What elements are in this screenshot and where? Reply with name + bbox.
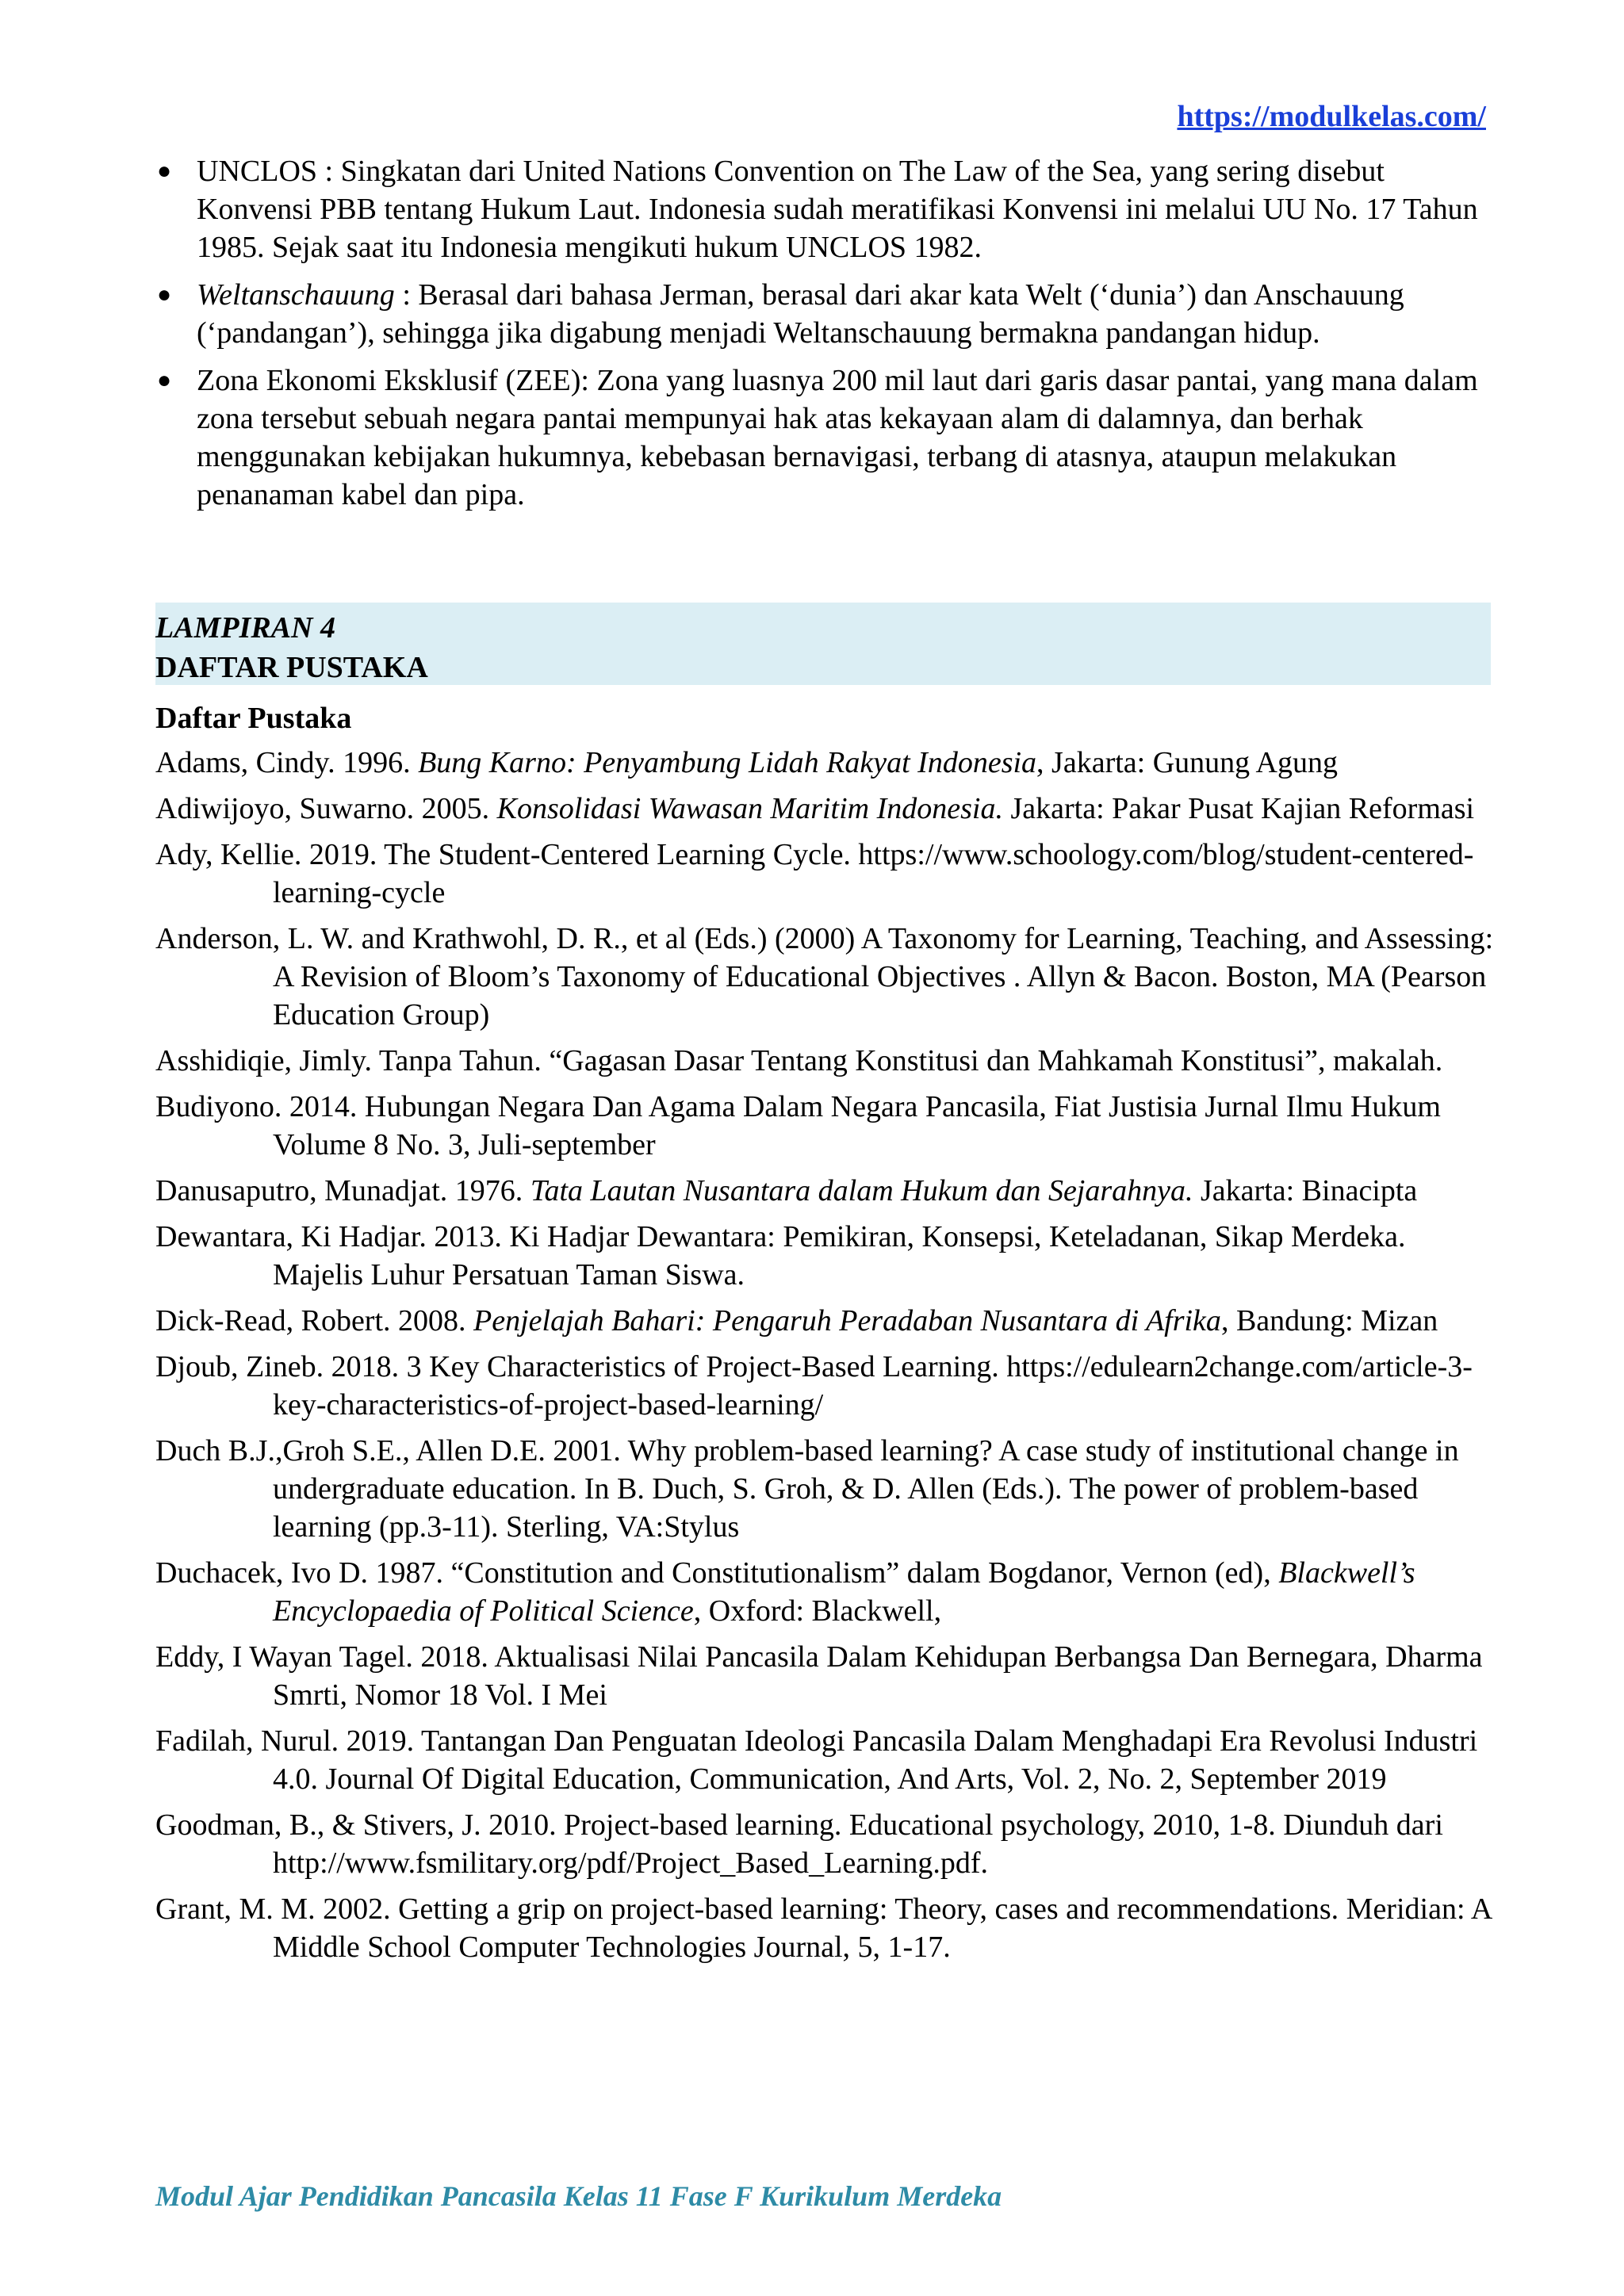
- glossary-item: [157, 152, 1489, 266]
- reference-item: Grant, M. M. 2002. Getting a grip on project-based learning: Theory, cases and recommendations. Meridian: A Middle School Computer Technologies Journal, 5, 1-17.: [155, 1892, 1492, 1964]
- reference-item: Adiwijoyo, Suwarno. 2005. Konsolidasi Wawasan Maritim Indonesia. Jakarta: Pakar Pusat Kajian Reformasi: [155, 792, 1475, 825]
- bullet-icon: ●: [157, 158, 172, 184]
- reference-item: Goodman, B., & Stivers, J. 2010. Project-based learning. Educational psychology, 2010, 1-8. Diunduh dari http://www.fsmilitary.org/pdf/Project_Based_Learning.pdf.: [155, 1808, 1443, 1880]
- glossary-list: [157, 152, 1489, 523]
- reference-item: Dewantara, Ki Hadjar. 2013. Ki Hadjar Dewantara: Pemikiran, Konsepsi, Keteladanan, Sikap Merdeka. Majelis Luhur Persatuan Taman Siswa.: [155, 1220, 1406, 1292]
- glossary-definition: : Zona yang luasnya 200 mil laut dari garis dasar pantai, yang mana dalam zona tersebut sebuah negara pantai mempunyai hak atas kekayaan alam di dalamnya, dan berhak menggunakan kebijakan hukumnya, kebebasan bernavigasi, terbang di atasnya, ataupun melakukan penanaman kabel dan pipa.: [197, 364, 1478, 511]
- glossary-term: Weltanschauung: [197, 278, 395, 312]
- appendix-heading-block: [155, 603, 1491, 685]
- bullet-icon: ●: [157, 281, 172, 308]
- glossary-item: [157, 362, 1489, 514]
- reference-item: Duch B.J.,Groh S.E., Allen D.E. 2001. Why problem-based learning? A case study of institutional change in undergraduate education. In B. Duch, S. Groh, & D. Allen (Eds.). The power of problem-based learning (pp.3-11). Sterling, VA:Stylus: [155, 1434, 1459, 1544]
- reference-item: Asshidiqie, Jimly. Tanpa Tahun. “Gagasan Dasar Tentang Konstitusi dan Mahkamah Konstitusi”, makalah.: [155, 1044, 1443, 1077]
- appendix-title: DAFTAR PUSTAKA: [155, 651, 428, 684]
- bullet-icon: ●: [157, 367, 172, 393]
- glossary-term: UNCLOS: [197, 155, 318, 188]
- reference-list: [155, 744, 1496, 1974]
- reference-item: Danusaputro, Munadjat. 1976. Tata Lautan Nusantara dalam Hukum dan Sejarahnya. Jakarta: Binacipta: [155, 1174, 1418, 1207]
- reference-item: Budiyono. 2014. Hubungan Negara Dan Agama Dalam Negara Pancasila, Fiat Justisia Jurnal Ilmu Hukum Volume 8 No. 3, Juli-september: [155, 1090, 1441, 1161]
- glossary-definition: : Singkatan dari United Nations Convention on The Law of the Sea, yang sering disebut Konvensi PBB tentang Hukum Laut. Indonesia sudah meratifikasi Konvensi ini melalui UU No. 17 Tahun 1985. Sejak saat itu Indonesia mengikuti hukum UNCLOS 1982.: [197, 155, 1478, 264]
- reference-item: Anderson, L. W. and Krathwohl, D. R., et al (Eds.) (2000) A Taxonomy for Learning, Teaching, and Assessing: A Revision of Bloom’s Taxonomy of Educational Objectives . Allyn & Bacon. Boston, MA (Pearson Education Group): [155, 922, 1494, 1031]
- reference-item: Eddy, I Wayan Tagel. 2018. Aktualisasi Nilai Pancasila Dalam Kehidupan Berbangsa Dan Bernegara, Dharma Smrti, Nomor 18 Vol. I Mei: [155, 1640, 1483, 1712]
- glossary-definition: : Berasal dari bahasa Jerman, berasal dari akar kata Welt (‘dunia’) dan Anschauung (‘pandangan’), sehingga jika digabung menjadi Weltanschauung bermakna pandangan hidup.: [197, 278, 1404, 350]
- header-link[interactable]: https://modulkelas.com/: [1177, 100, 1486, 133]
- appendix-label: LAMPIRAN 4: [155, 611, 335, 645]
- reference-item: Ady, Kellie. 2019. The Student-Centered Learning Cycle. https://www.schoology.com/blog/student-centered-learning-cycle: [155, 838, 1474, 909]
- reference-item: Adams, Cindy. 1996. Bung Karno: Penyambung Lidah Rakyat Indonesia, Jakarta: Gunung Agung: [155, 746, 1338, 779]
- reference-item: Djoub, Zineb. 2018. 3 Key Characteristics of Project-Based Learning. https://edulearn2change.com/article-3-key-characteristics-of-project-based-learning/: [155, 1350, 1473, 1422]
- bibliography-heading: Daftar Pustaka: [155, 702, 352, 735]
- glossary-item: [157, 276, 1489, 352]
- glossary-term: Zona Ekonomi Eksklusif (ZEE): [197, 364, 581, 397]
- reference-item: Fadilah, Nurul. 2019. Tantangan Dan Penguatan Ideologi Pancasila Dalam Menghadapi Era Revolusi Industri 4.0. Journal Of Digital Education, Communication, And Arts, Vol. 2, No. 2, September 2019: [155, 1724, 1478, 1796]
- reference-item: Duchacek, Ivo D. 1987. “Constitution and Constitutionalism” dalam Bogdanor, Vernon (ed), Blackwell’s Encyclopaedia of Political Science, Oxford: Blackwell,: [155, 1556, 1415, 1628]
- reference-item: Dick-Read, Robert. 2008. Penjelajah Bahari: Pengaruh Peradaban Nusantara di Afrika, Bandung: Mizan: [155, 1304, 1438, 1337]
- page-footer: Modul Ajar Pendidikan Pancasila Kelas 11 Fase F Kurikulum Merdeka: [155, 2180, 1002, 2212]
